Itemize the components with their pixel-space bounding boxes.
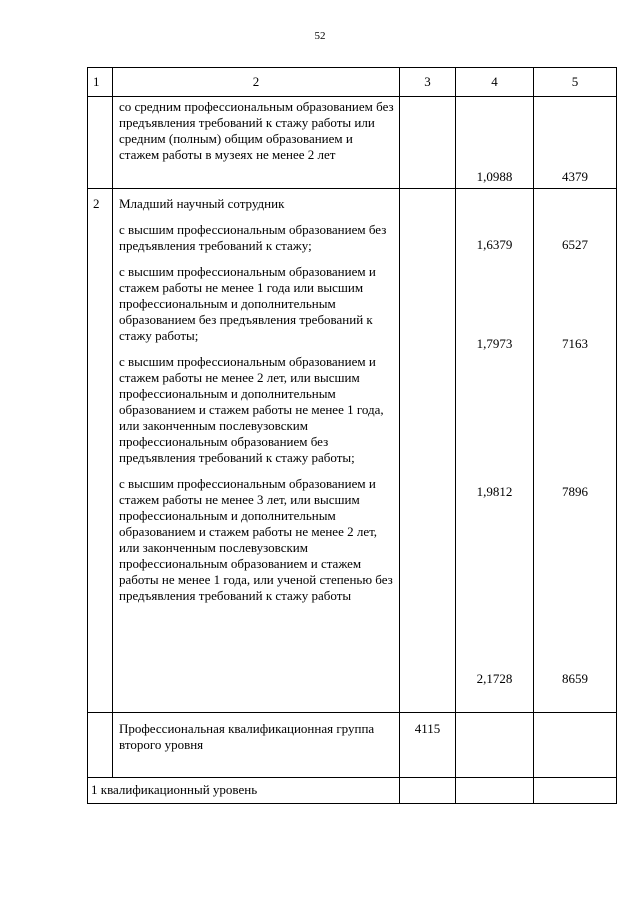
header-col-3: 3 [400,68,456,97]
coefficient-value: 2,1728 [476,671,513,686]
coefficient-value: 1,6379 [476,237,513,252]
salary-cell [534,778,617,804]
salary-table [87,67,617,804]
page-number: 52 [314,30,326,42]
header-col-4: 4 [456,68,534,97]
salary-value: 6527 [562,237,588,252]
table-row [88,189,617,713]
qualification-text: со средним профессиональным образованием без предъявления требований к стажу работы или средним (полным) общим образованием и стажем работы в музеях не менее 2 лет [113,97,400,189]
coefficient-cell: 1,0988 [456,97,534,189]
header-row [88,68,617,97]
position-cell [113,189,400,713]
group-code-cell [400,189,456,713]
coefficient-column [456,189,534,713]
qualification-text: с высшим профессиональным образованием и стажем работы не менее 2 лет, или высшим профессиональным и дополнительным образованием и стажем работы не менее 1 года, или законченным послевузовским профессиональным образованием без предъявления требований к стажу работы; [119,354,384,465]
group-code-cell: 4115 [400,713,456,778]
qualification-text: с высшим профессиональным образованием и стажем работы не менее 1 года или высшим профессиональным и дополнительным образованием без предъявления требований к стажу работы; [119,264,376,343]
row-number-cell [88,713,113,778]
salary-value: 7163 [562,336,588,351]
row-number-cell [88,97,113,189]
table-row [88,713,617,778]
coefficient-cell [456,713,534,778]
position-title: Младший научный сотрудник [119,196,285,211]
header-col-2: 2 [113,68,400,97]
salary-value: 8659 [562,671,588,686]
salary-cell: 4379 [534,97,617,189]
coefficient-value: 1,9812 [476,484,513,499]
coefficient-value: 1,7973 [476,336,513,351]
row-number-cell: 2 [88,189,113,713]
header-col-1: 1 [88,68,113,97]
salary-cell [534,713,617,778]
table-row [88,778,617,804]
group-code-cell [400,778,456,804]
salary-column [534,189,617,713]
header-col-5: 5 [534,68,617,97]
group-title: Профессиональная квалификационная группа второго уровня [113,713,400,778]
qualification-text: с высшим профессиональным образованием и стажем работы не менее 3 лет, или высшим профессиональным и дополнительным образованием и стажем работы не менее 2 лет, или законченным послевузовским профессиональным образованием и стажем работы не менее 1 года, или ученой степенью без предъявления требований к стажу работы [119,476,393,603]
coefficient-cell [456,778,534,804]
table-row [88,97,617,189]
qualification-text: с высшим профессиональным образованием без предъявления требований к стажу; [119,222,387,253]
group-code-cell [400,97,456,189]
salary-value: 7896 [562,484,588,499]
level-title: 1 квалификационный уровень [88,778,400,804]
